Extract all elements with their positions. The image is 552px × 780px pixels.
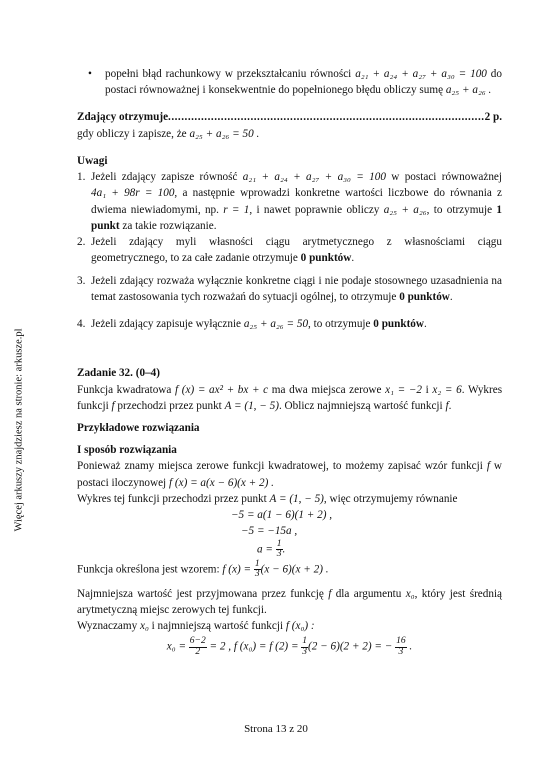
solution-paragraph-5: Wyznaczamy x₀ i najmniejszą wartość funkcji f (x₀) : [77,620,315,633]
note-item-4: 4. Jeżeli zdający zapisuje wyłącznie a₂₅ + a₂₆ = 50, to otrzymuje 0 punktów. [77,318,427,331]
equation-a: −5 = a(1 − 6)(1 + 2) , [231,509,333,522]
solution-paragraph-2: Wykres tej funkcji przechodzi przez punkt A = (1, − 5), więc otrzymujemy równanie [77,492,458,505]
solution-paragraph-4: Najmniejsza wartość jest przyjmowana przez funkcję f dla argumentu x₀, który jest średnią arytmetyczną miejsc zerowych tej funkcji. [77,587,503,616]
score-title: Zdający otrzymuje [77,111,169,124]
bullet-dot-icon: • [88,68,92,80]
dot-leader [168,109,485,125]
note-item-3: 3. Jeżeli zdający rozważa wyłącznie konkretne ciągi i nie podaje stosownego uzasadnienia na temat zastosowania tych rozważań do sytuacji ogólnej, to otrzymuje 0 punktów. [77,274,502,303]
sidebar-text: Więcej arkuszy znajdziesz na stronie: arkusze.pl [13,328,25,532]
page-footer: Strona 13 z 20 [244,723,308,735]
uwagi-heading: Uwagi [77,154,108,167]
bullet-item [77,66,502,98]
bullet-text-2: do postaci równoważnej i konsekwentnie do popełnionego błędu obliczy sumę [105,68,502,97]
score-equation: a₂₅ + a₂₆ = 50 . [189,127,260,140]
final-computation: x₀ = $\frac{6-2}{2}$ = 2 , f (x₀) = f (2) = $\frac{1}{3}$ (2 − 6)(2 + 2) = − $\frac{16}{3}$ . [166,636,413,657]
fraction: $\frac{6-2}{2}$ [189,636,206,657]
equation-b: −5 = −15a , [241,525,298,538]
task-title: Zadanie 32. (0–4) [77,367,160,380]
fraction: $\frac{1}{3}$ [302,636,308,657]
equation-c: a = $\frac{1}{3}$ . [257,538,286,560]
method-title: I sposób rozwiązania [77,444,177,457]
page-content [77,66,502,657]
bullet-equation: a₂₁ + a₂₄ + a₂₇ + a₃₀ = 100 [355,68,487,80]
note-item-1: 1. Jeżeli zdający zapisze równość a₂₁ + a₂₄ + a₂₇ + a₃₀ = 100 w postaci równoważnej 4a₁ + 98r = 100, a następnie wprowadzi konkretne wartości liczbowe do równania z dwiema niewiadomymi, np. r = 1, i nawet poprawnie obliczy a₂₅ + a₂₆, to otrzymuje 1 punkt za takie rozwiązanie. [77,171,503,232]
score-line [77,109,502,125]
equation-system [77,507,502,559]
fraction: $\frac{1}{3}$ [254,558,260,580]
score-points: 2 p. [484,111,502,124]
note-item-2: 2. Jeżeli zdający myli własności ciągu arytmetycznego z własnościami ciągu geometrycznego, to za całe zadanie otrzymuje 0 punktów. [77,236,502,265]
bullet-text: popełni błąd rachunkowy w przekształcaniu równości [105,68,352,80]
bullet-equation-2: a₂₅ + a₂₆ . [445,84,492,97]
sidebar-watermark [6,270,32,590]
fraction: $\frac{1}{3}$ [276,538,282,560]
fraction: $\frac{16}{3}$ [396,636,406,657]
score-description: gdy obliczy i zapisze, że a₂₅ + a₂₆ = 50 . [77,127,260,140]
solution-header: Przykładowe rozwiązania [77,421,200,434]
solution-paragraph-1: Ponieważ znamy miejsca zerowe funkcji kwadratowej, to możemy zapisać wzór funkcji f w postaci iloczynowej f (x) = a(x − 6)(x + 2) . [77,460,503,489]
solution-paragraph-3: Funkcja określona jest wzorem: f (x) = $\frac{1}{3}$ (x − 6)(x + 2) . [77,558,329,580]
task-statement: Funkcja kwadratowa f (x) = ax² + bx + c ma dwa miejsca zerowe x₁ = −2 i x₂ = 6. Wykres funkcji f przechodzi przez punkt A = (1, − 5). Oblicz najmniejszą wartość funkcji f. [77,383,503,412]
